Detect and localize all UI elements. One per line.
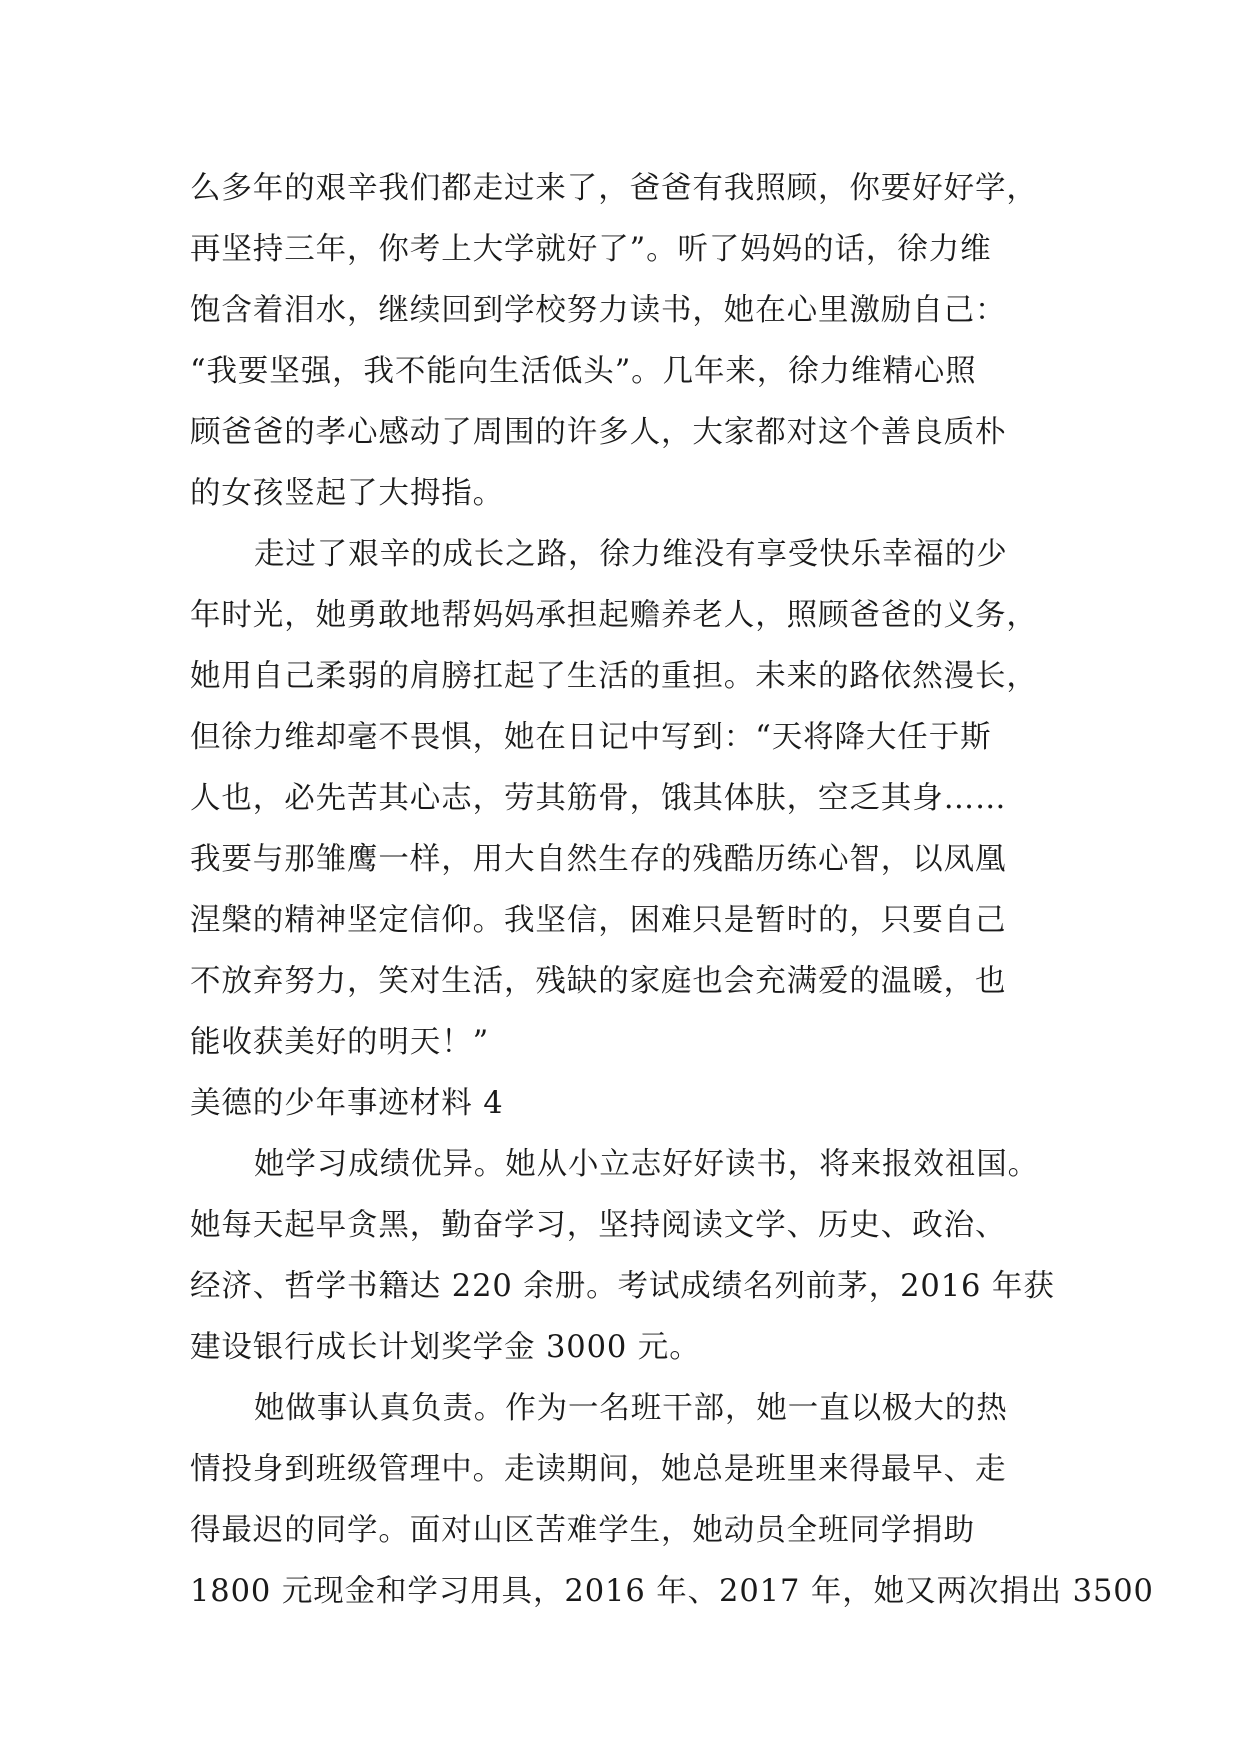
text-line: 我要与那雏鹰一样，用大自然生存的残酷历练心智，以凤凰 — [190, 842, 1007, 877]
text-line: 涅槃的精神坚定信仰。我坚信，困难只是暂时的，只要自己 — [190, 903, 1007, 938]
text-line: 能收获美好的明天！” — [190, 1025, 490, 1060]
text-line: 情投身到班级管理中。走读期间，她总是班里来得最早、走 — [190, 1452, 1007, 1487]
document-body — [190, 158, 1154, 1622]
paragraph-growth — [190, 524, 1060, 1073]
text-line: 得最迟的同学。面对山区苦难学生，她动员全班同学捐助 — [190, 1513, 975, 1548]
text-line: 人也，必先苦其心志，劳其筋骨，饿其体肤，空乏其身…… — [190, 781, 1007, 816]
text-line: 她用自己柔弱的肩膀扛起了生活的重担。未来的路依然漫长， — [190, 659, 1038, 694]
text-line: 不放弃努力，笑对生活，残缺的家庭也会充满爱的温暖，也 — [190, 964, 1007, 999]
text-line: “我要坚强，我不能向生活低头”。几年来，徐力维精心照 — [190, 354, 977, 389]
text-line: 建设银行成长计划奖学金 3000 元。 — [190, 1330, 701, 1365]
text-line: 再坚持三年，你考上大学就好了”。听了妈妈的话，徐力维 — [190, 232, 992, 267]
paragraph-study — [190, 1134, 1060, 1378]
text-line: 她学习成绩优异。她从小立志好好读书，将来报效祖国。 — [254, 1147, 1039, 1182]
text-line: 的女孩竖起了大拇指。 — [190, 476, 504, 511]
section-heading: 美德的少年事迹材料 4 — [190, 1086, 504, 1121]
text-line: 顾爸爸的孝心感动了周围的许多人，大家都对这个善良质朴 — [190, 415, 1007, 450]
paragraph-continued — [190, 158, 1060, 524]
text-line: 经济、哲学书籍达 220 余册。考试成绩名列前茅，2016 年获 — [190, 1269, 1055, 1304]
text-line: 饱含着泪水，继续回到学校努力读书，她在心里激励自己： — [190, 293, 1007, 328]
text-line: 年时光，她勇敢地帮妈妈承担起赡养老人，照顾爸爸的义务， — [190, 598, 1038, 633]
text-line: 她做事认真负责。作为一名班干部，她一直以极大的热 — [254, 1391, 1008, 1426]
text-line: 她每天起早贪黑，勤奋学习，坚持阅读文学、历史、政治、 — [190, 1208, 1007, 1243]
text-line: 么多年的艰辛我们都走过来了，爸爸有我照顾，你要好好学， — [190, 171, 1038, 206]
text-line: 1800 元现金和学习用具，2016 年、2017 年，她又两次捐出 3500 — [190, 1574, 1154, 1609]
text-line: 走过了艰辛的成长之路，徐力维没有享受快乐幸福的少 — [254, 537, 1008, 572]
paragraph-duty — [190, 1378, 1154, 1622]
text-line: 但徐力维却毫不畏惧，她在日记中写到：“天将降大任于斯 — [190, 720, 992, 755]
